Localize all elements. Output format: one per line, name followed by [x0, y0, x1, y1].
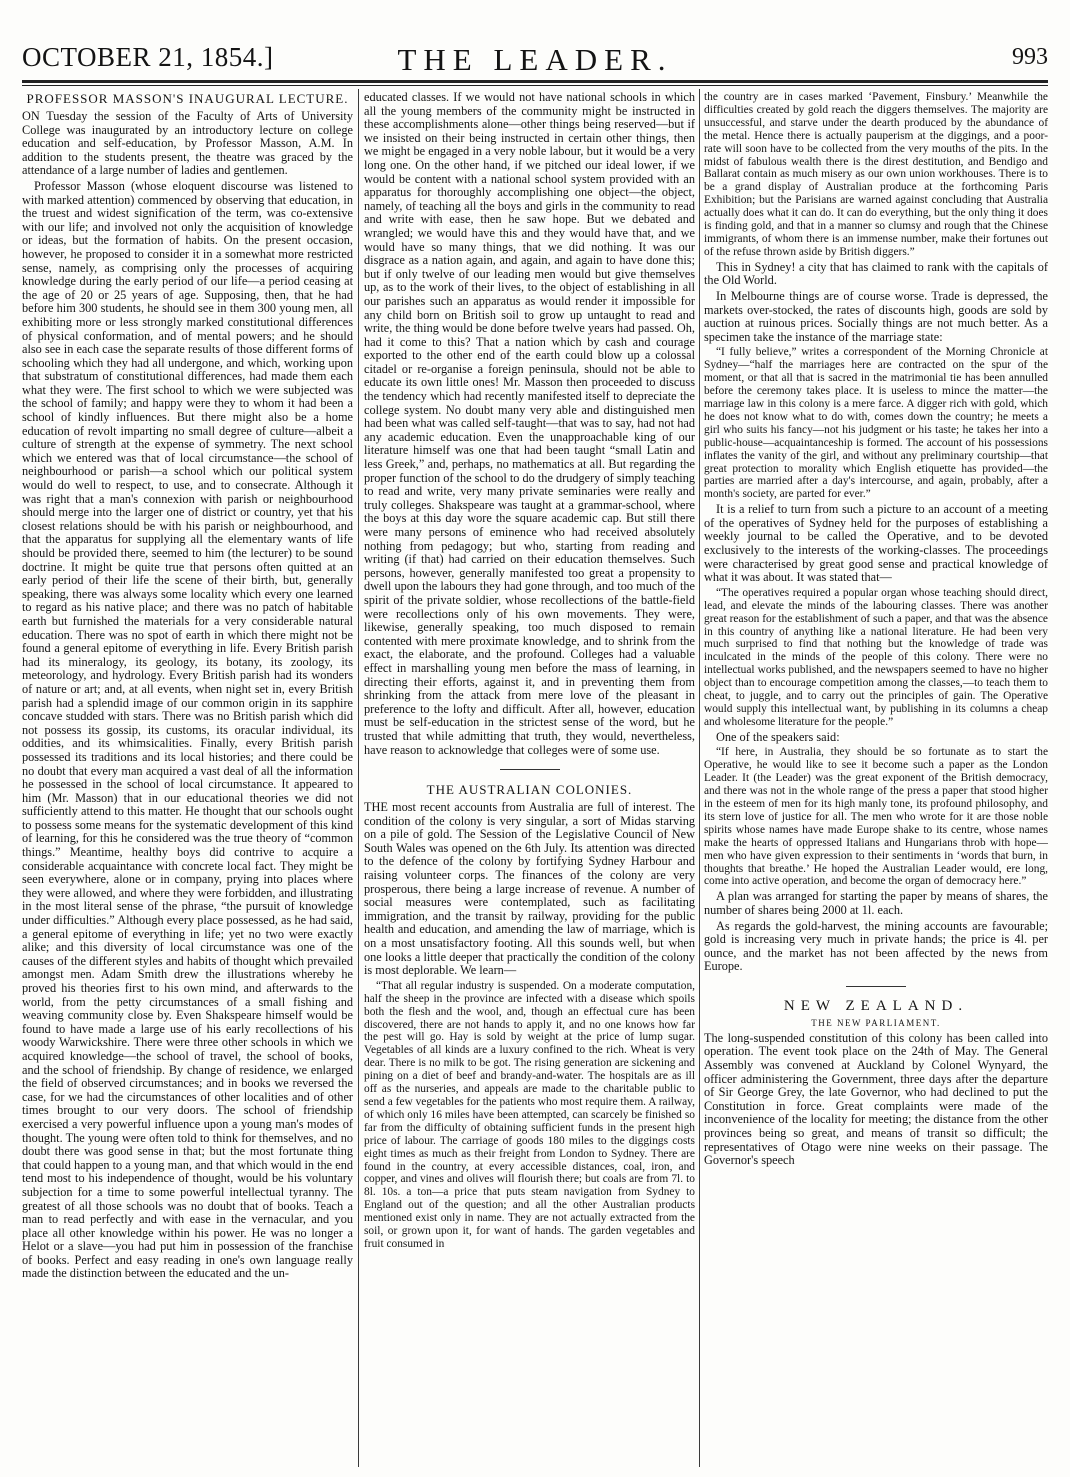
article-title-new-zealand: NEW ZEALAND. — [783, 997, 969, 1014]
article-paragraph: THE most recent accounts from Australia are full of interest. The condition of the colony is very singular, a sort of Midas starving on a pile of gold. The Session of the Legislative Council of New South Wales was opened on the 6th July. Its attention was directed to the defence of the colony by fortifying Sydney Harbour and raising volunteer corps. The finances of the colony are very prosperous, there being a large increase of revenue. A number of social measures were contemplated, such as facilitating immigration, and the transit by railway, providing for the public health and education, and amending the law of marriage, which is on a most unsatisfactory footing. All this sounds well, but when one looks a little deeper that practically the condition of the colony is most deplorable. We learn— — [364, 800, 695, 978]
issue-date: OCTOBER 21, 1854.] — [22, 42, 274, 72]
article-title-masson: PROFESSOR MASSON'S INAUGURAL LECTURE. — [26, 91, 349, 106]
header-rule-thick — [22, 80, 1048, 83]
quoted-paragraph: the country are in cases marked ‘Pavement, Finsbury.’ Meanwhile the difficulties created by gold reach the diggers themselves. The majority are unsuccessful, and starve under the dearth produced by the abundance of the metal. Hence there is actually pauperism at the diggings, and a poor-rate will soon have to be collected from the very mouths of the pits. In the midst of fabulous wealth there is the direst destitution, and Bendigo and Ballarat contain as much misery as our own union workhouses. There is to be a grand display of Australian produce at the forthcoming Paris Exhibition; but the Parisians are warned against concluding that Australia actually does what it can do. It can do everything, but the only thing it does is finding gold, and that in a manner so clumsy and rough that the Chinese immigrants, of whom there is an immense number, make their fortunes out of the refuse thrown aside by British diggers.” — [704, 91, 1048, 258]
article-subtitle: THE NEW PARLIAMENT. — [811, 1017, 941, 1028]
article-paragraph: educated classes. If we would not have national schools in which all the young members of the community might be instructed in these accomplishments alone—other things being reserved—but if we insisted on their being instructed in certain other things, then we might be engaged in a very noble labour, but it would be a very long one. On the other hand, if we pitched our ideal lower, if we would be content with a national school system provided with an apparatus for thoroughly accomplishing one object—the object, namely, of teaching all the boys and girls in the community to read and write with ease, then he saw hope. But we debated and wrangled; we would have this and they would have that, and we would have so many things, that we did nothing. It was our disgrace as a nation again, and again, and again to have done this; but if only twelve of our leading men would but give themselves up, as to the work of their lives, to the object of establishing in all our parishes such an apparatus as would render it impossible for any child born on British soil to grow up untaught to read and write, the thing would be done before twelve years had passed. Oh, had it come to this? That a nation which by cash and courage exported to the other end of the earth could blow up a colossal citadel or re-organise a foreign peninsula, should not be able to educate its own little ones! Mr. Masson then proceeded to discuss the tendency which had recently manifested itself to depreciate the college system. No doubt many very able and distinguished men had been what was called self-taught—that was to say, had not had any academic education. Even the unapproachable king of our literature himself was one that had been taught “small Latin and less Greek,” and, perhaps, no mathematics at all. But regarding the proper function of the school to do the drudgery of simply teaching to read and write, very many private seminaries were really and truly colleges. Shakspeare was taught at a grammar-school, where the boys at this day wore the square academic cap. But still there were many persons of eminence who had received absolutely nothing from pedagogy; but who, starting from reading and writing (if that) had carried on their education themselves. Such persons, however, generally manifested too great a propensity to dwell upon the labours they had gone through, and too much of the spirit of the private soldier, whose recollections of the battle-field were recollections only of his own movements. They were, likewise, generally speaking, too much disposed to remain contented with mere proximate knowledge, and to shrink from the exact, the elaborate, and the profound. Colleges had a valuable effect in marshalling young men before the mass of learning, in directing their efforts, against it, and in preventing them from shrinking from the attack from mere love of the pleasant in preference to the lofty and difficult. After all, however, education must be self-education in the strictest sense of the word, but he trusted that while admitting that truth, they would, nevertheless, have reason to acknowledge that colleges were of some use. — [364, 91, 695, 757]
quoted-paragraph: “I fully believe,” writes a correspondent of the Morning Chronicle at Sydney—“half the marriages here are contracted on the spur of the moment, or that all that is sacred in the matrimonial tie has been annulled before the ceremony takes place. It is useless to mince the matter—the marriage law in this colony is a mere farce. A digger rich with gold, which he does not know what to do with, comes down the country; he meets a girl who suits his fancy—not his judgment or his taste; he takes her into a public-house—acquaintanceship is formed. The account of his possessions inflates the vanity of the girl, and without any preliminary courtship—that great protection to morality which English etiquette has provided—the parties are married after a day's intercourse, and again, probably, after a month's society, are parted for ever.” — [704, 346, 1048, 501]
article-paragraph: Professor Masson (whose eloquent discourse was listened to with marked attention) commenced by observing that education, in the truest and widest signification of the term, was co-extensive with our life; and involved not only the acquisition of knowledge or ideas, but the formation of habits. On the present occasion, however, he proposed to consider it in a somewhat more restricted sense, namely, as comprising only the processes of acquiring knowledge during the early period of our life—a period ceasing at the age of 20 or 25 years of age. Supposing, then, that he had before him 300 students, he should see in them 300 young men, all exhibiting more or less strongly marked constitutional differences of physical conformation, and of mental powers; and he should also see in each case the separate results of those different forms of schooling which they had all undergone, and which, working upon that substratum of constitutional differences, had made them each what they were. The first school to which we were subjected was the school of family; and happy were they to whom it had been a school of kindly influences. But there might also be a home education of revolt imparting no small degree of culture—albeit a culture of strength at the expense of symmetry. The next school which we entered was that of local circumstance—the school of neighbourhood or parish—a school which our political system would do well to respect, to use, and to consecrate. Although it was right that a man's connexion with parish or neighbourhood should merge into the larger one of district or country, yet that his closest relations should be with his parish or neighbourhood, and that the apparatus for supplying all the elementary wants of life should be provided there, seemed to him (the lecturer) to be sound doctrine. It might be quite true that persons often quitted at an early period of their life the scene of their birth, but, generally speaking, there was always some locality which every one learned to regard as his native place; and there was no patch of habitable earth but furnished the materials for a very considerable natural education. There was no spot of earth in which there might not be found a general epitome of everything in life. Every British parish had its mineralogy, its geology, its botany, its zoology, its meteorology, and hydrology. Every British parish had its wonders of nature or art; and, at all events, when night set in, every British parish had a splendid image of our common origin in its sapphire concave studded with stars. There was no British parish which did not possess its gossip, its customs, its oracular individual, its oddities, and its whimsicalities. Finally, every British parish possessed its traditions and its local histories; and there could be no doubt that every man acquired a vast deal of all the information he possessed in the school of local circumstance. It appeared to him (Mr. Masson) that in our educational theories we did not sufficiently attend to this matter. He thought that our schools ought to possess some means for the systematic development of this kind of learning, for this he considered was the true theory of “common things.” Meantime, healthy boys did contrive to acquire a considerable acquaintance with concrete local fact. They might be seen everywhere, alone or in company, prying into places where they were allowed, and where they were forbidden, and illustrating in the most literal sense of the phrase, “the pursuit of knowledge under difficulties.” Although every place possessed, as he had said, a general epitome of everything in life; yet no two were exactly alike; and this diversity of local circumstance was one of the causes of the different styles and habits of thought which prevailed amongst men. Adam Smith drew the illustrations whereby he proved his theories first to his own mind, and afterwards to the world, from the petty circumstances of a small fishing and weaving community close by. Even Shakspeare himself would be found to have made a large use of his early recollections of his woody Warwickshire. There were three other schools in which we acquired knowledge—the school of travel, the school of books, and the school of friendship. By change of residence, we enlarged the field of observed circumstances; and in books we reversed the case, for we had the circumstances of other localities and of other times brought to our very doors. The school of friendship exercised a very powerful influence upon a young man's modes of thought. The young were often told to think for themselves, and no doubt there was good sense in that; but the most fortunate thing that could happen to a young man, and that which would in the end tend most to his independence of thought, would be his voluntary subjection for a time to some powerful intellectual tyranny. The greatest of all those schools was no doubt that of books. Teach a man to read perfectly and with ease in the vernacular, and you place all other knowledge within his power. He was no longer a Helot or a slave—you had put him in possession of the franchise of books. Perfect and easy reading in one's own language really made the distinction between the educated and the un- — [22, 178, 353, 1281]
article-paragraph: One of the speakers said: — [716, 729, 840, 744]
column-3 — [704, 91, 1048, 1467]
quoted-paragraph: “That all regular industry is suspended. On a moderate computation, half the sheep in the province are infected with a disease which spoils both the flesh and the wool, and, though an effectual cure has been discovered, there are not hands to apply it, and no one knows how far the pest will go. Hay is sold by weight at the price of lump sugar. Vegetables of all kinds are a luxury confined to the rich. Wheat is very dear. There is no milk to be got. The rising generation are sickening and pining on a diet of beef and brandy-and-water. The hospitals are as ill off as the nurseries, and appeals are made to the charitable public to send a few vegetables for the patients who most require them. A railway, of which only 16 miles have been attempted, can scarcely be finished so far from the difficulty of obtaining sufficient funds in the present high price of labour. The carriage of goods 180 miles to the diggings costs eight times as much as their freight from London to Sydney. There are found in the country, at every accessible distances, coal, iron, and copper, and vines and olives will flourish there; but coals are from 7l. to 8l. 10s. a ton—a price that puts steam navigation from Sydney to England out of the question; and all the other Australian products mentioned exist only in name. They are not actually extracted from the soil, or grown upon it, for want of hands. The garden vegetables and fruit consumed in — [364, 979, 695, 1250]
article-title-australian-colonies: THE AUSTRALIAN COLONIES. — [426, 782, 633, 798]
column-2 — [364, 91, 695, 1467]
quoted-paragraph: “If here, in Australia, they should be so fortunate as to start the Operative, he would like to see it become such a paper as the London Leader. It (the Leader) was the great exponent of the British democracy, and there was not in the whole range of the press a paper that stood higher in the esteem of men for its high manly tone, its profound philosophy, and its stern love of justice for all. The men who wrote for it are those noble spirits whose names have made Europe shake to its centre, whose names make the hearts of oppressed Italians and Hungarians throb with hope—men who have given expression to their sentiments in ‘words that burn, in thoughts that breathe.’ He hoped the Australian Leader would, ere long, come into active operation, and become the organ of democracy here.” — [704, 746, 1048, 888]
article-paragraph: It is a relief to turn from such a picture to an account of a meeting of the operatives of Sydney held for the purposes of establishing a weekly journal to be called the Operative, and to be devoted exclusively to the interests of the working-classes. The proceedings were characterised by great good sense and practical knowledge of what it was about. It was stated that— — [704, 502, 1048, 585]
article-paragraph: ON Tuesday the session of the Faculty of Arts of University College was inaugurated by an introductory lecture on college education and self-education, by Professor Masson, A.M. In addition to the students present, the theatre was graced by the attendance of a large number of ladies and gentlemen. — [22, 109, 353, 178]
newspaper-title: THE LEADER. — [397, 42, 673, 77]
section-separator — [846, 986, 906, 987]
article-paragraph: The long-suspended constitution of this colony has been called into operation. The event took place on the 24th of May. The General Assembly was convened at Auckland by Colonel Wynyard, the officer administering the Government, three days after the departure of Sir George Grey, the late Governor, who had declined to put the Constitution in force. Great complaints were made of the inconvenience of the locality for meeting; the distance from the other provinces being so great, and means of transit so difficult; the representatives of Otago were nine weeks on their passage. The Governor's speech — [704, 1030, 1048, 1168]
page-number: 993 — [1012, 44, 1048, 70]
column-divider-2 — [699, 89, 700, 1467]
column-divider-1 — [358, 89, 359, 1467]
quoted-paragraph: “The operatives required a popular organ whose teaching should direct, lead, and elevate the minds of the labouring classes. There was another great reason for the establishment of such a paper, and that was the absence in this country of anything like a national literature. He had been very much surprised to find that nothing but the knowledge of trade was inculcated in the minds of the people of this colony. There were no intellectual works published, and the newspapers seemed to have no higher object than to encourage competition among the classes,—to teach them to cheat, to juggle, and to carry out the principles of gain. The Operative would supply this intellectual want, by publishing in its columns a cheap and wholesome literature for the people.” — [704, 586, 1048, 728]
column-1 — [22, 91, 353, 1467]
article-paragraph: As regards the gold-harvest, the mining accounts are favourable; gold is increasing very much in private hands; the price is 4l. per ounce, and the market has not been affected by the news from Europe. — [704, 918, 1048, 974]
article-paragraph: A plan was arranged for starting the paper by means of shares, the number of shares being 2000 at 1l. each. — [704, 889, 1048, 917]
section-separator — [500, 769, 560, 770]
article-paragraph: This in Sydney! a city that has claimed to rank with the capitals of the Old World. — [704, 259, 1048, 288]
header-rule-thin — [22, 85, 1048, 86]
article-paragraph: In Melbourne things are of course worse. Trade is depressed, the markets over-stocked, the rates of discounts high, goods are sold by auction at ruinous prices. Socially things are not much better. As a specimen take the instance of the marriage state: — [704, 288, 1048, 344]
masthead — [22, 42, 1048, 76]
